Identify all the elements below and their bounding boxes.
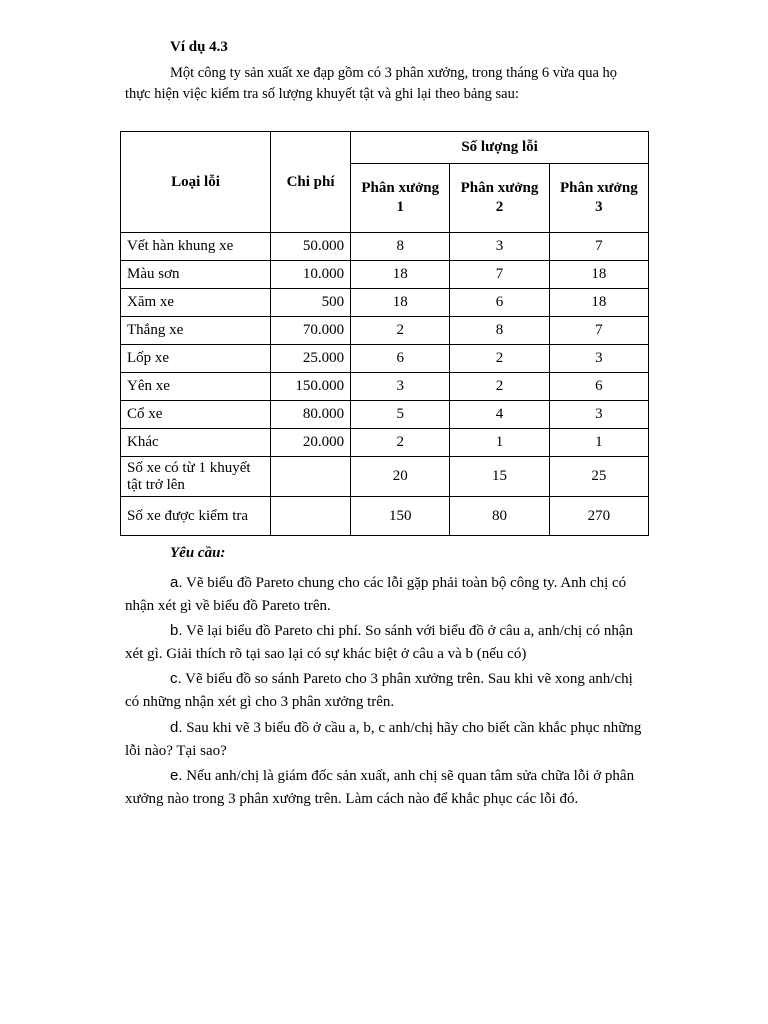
cost-cell: 50.000 — [271, 233, 351, 261]
table-body — [121, 233, 649, 536]
requirement-letter: e. — [170, 767, 183, 784]
workshop-3-cell: 3 — [549, 401, 648, 429]
workshop-2-cell: 80 — [450, 497, 549, 536]
header-cost: Chi phí — [271, 132, 351, 233]
workshop-1-cell: 150 — [351, 497, 450, 536]
cost-cell: 80.000 — [271, 401, 351, 429]
workshop-1-cell: 2 — [351, 429, 450, 457]
workshop-1-cell: 6 — [351, 345, 450, 373]
defect-type-cell: Số xe có từ 1 khuyết tật trở lên — [121, 457, 271, 497]
workshop-1-cell: 18 — [351, 289, 450, 317]
workshop-2-cell: 7 — [450, 261, 549, 289]
workshop-2-cell: 6 — [450, 289, 549, 317]
table-row — [121, 345, 649, 373]
workshop-3-cell: 3 — [549, 345, 648, 373]
table-row — [121, 317, 649, 345]
workshop-3-cell: 6 — [549, 373, 648, 401]
table-row — [121, 429, 649, 457]
header-defect-type: Loại lỗi — [121, 132, 271, 233]
workshop-2-cell: 3 — [450, 233, 549, 261]
defect-type-cell: Yên xe — [121, 373, 271, 401]
defect-type-cell: Vết hàn khung xe — [121, 233, 271, 261]
defect-type-cell: Xăm xe — [121, 289, 271, 317]
workshop-1-cell: 8 — [351, 233, 450, 261]
defects-table — [120, 131, 649, 536]
summary-row — [121, 497, 649, 536]
cost-cell: 25.000 — [271, 345, 351, 373]
requirement-item — [125, 619, 645, 666]
defect-type-cell: Số xe được kiểm tra — [121, 497, 271, 536]
workshop-2-cell: 8 — [450, 317, 549, 345]
cost-cell: 10.000 — [271, 261, 351, 289]
workshop-3-cell: 7 — [549, 317, 648, 345]
requirement-text: Vẽ biểu đồ Pareto chung cho các lỗi gặp phải toàn bộ công ty. Anh chị có nhận xét gì về biểu đồ Pareto trên. — [125, 575, 627, 614]
defect-type-cell: Màu sơn — [121, 261, 271, 289]
header-workshop-2: Phân xưởng 2 — [450, 164, 549, 233]
requirement-item — [125, 716, 645, 763]
requirement-text: Vẽ biểu đồ so sánh Pareto cho 3 phân xưởng trên. Sau khi vẽ xong anh/chị có những nhận xét gì cho 3 phân xưởng trên. — [125, 671, 633, 710]
workshop-3-cell: 270 — [549, 497, 648, 536]
table-row — [121, 233, 649, 261]
workshop-2-cell: 15 — [450, 457, 549, 497]
workshop-3-cell: 1 — [549, 429, 648, 457]
cost-cell — [271, 457, 351, 497]
requirement-item — [125, 667, 645, 714]
requirement-text: Vẽ lại biểu đồ Pareto chi phí. So sánh với biểu đồ ở câu a, anh/chị có nhận xét gì. Giải thích rõ tại sao lại có sự khác biệt ở câu a và b (nếu có) — [125, 623, 634, 662]
workshop-1-cell: 20 — [351, 457, 450, 497]
workshop-1-cell: 5 — [351, 401, 450, 429]
workshop-1-cell: 18 — [351, 261, 450, 289]
cost-cell: 20.000 — [271, 429, 351, 457]
workshop-2-cell: 2 — [450, 345, 549, 373]
workshop-3-cell: 7 — [549, 233, 648, 261]
header-workshop-1: Phân xưởng 1 — [351, 164, 450, 233]
workshop-1-cell: 3 — [351, 373, 450, 401]
requirement-text: Sau khi vẽ 3 biểu đồ ở cầu a, b, c anh/chị hãy cho biết cần khắc phục những lỗi nào? Tại sao? — [125, 720, 642, 759]
defect-type-cell: Lốp xe — [121, 345, 271, 373]
cost-cell — [271, 497, 351, 536]
intro-paragraph: Một công ty sản xuất xe đạp gồm có 3 phân xưởng, trong tháng 6 vừa qua họ thực hiện việc kiểm tra số lượng khuyết tật và ghi lại theo bảng sau: — [125, 65, 618, 102]
workshop-3-cell: 18 — [549, 261, 648, 289]
defect-type-cell: Khác — [121, 429, 271, 457]
table-row — [121, 401, 649, 429]
table-row — [121, 373, 649, 401]
cost-cell: 500 — [271, 289, 351, 317]
requirement-letter: d. — [170, 719, 183, 736]
workshop-1-cell: 2 — [351, 317, 450, 345]
cost-cell: 70.000 — [271, 317, 351, 345]
example-title: Ví dụ 4.3 — [170, 39, 228, 55]
requirements-title: Yêu cầu: — [170, 545, 226, 561]
header-workshop-3: Phân xưởng 3 — [549, 164, 648, 233]
defect-type-cell: Thắng xe — [121, 317, 271, 345]
workshop-2-cell: 4 — [450, 401, 549, 429]
requirement-item — [125, 571, 645, 618]
workshop-2-cell: 2 — [450, 373, 549, 401]
requirement-letter: c. — [170, 670, 182, 687]
workshop-3-cell: 18 — [549, 289, 648, 317]
requirement-letter: a. — [170, 574, 183, 591]
requirement-item — [125, 764, 645, 811]
defect-type-cell: Cổ xe — [121, 401, 271, 429]
requirement-text: Nếu anh/chị là giám đốc sản xuất, anh chị sẽ quan tâm sửa chữa lỗi ở phân xưởng nào trong 3 phân xưởng trên. Làm cách nào để khắc phục các lỗi đó. — [125, 768, 635, 807]
requirement-letter: b. — [170, 622, 183, 639]
workshop-2-cell: 1 — [450, 429, 549, 457]
summary-row — [121, 457, 649, 497]
header-defect-count: Số lượng lỗi — [351, 132, 649, 164]
table-row — [121, 261, 649, 289]
workshop-3-cell: 25 — [549, 457, 648, 497]
cost-cell: 150.000 — [271, 373, 351, 401]
table-row — [121, 289, 649, 317]
